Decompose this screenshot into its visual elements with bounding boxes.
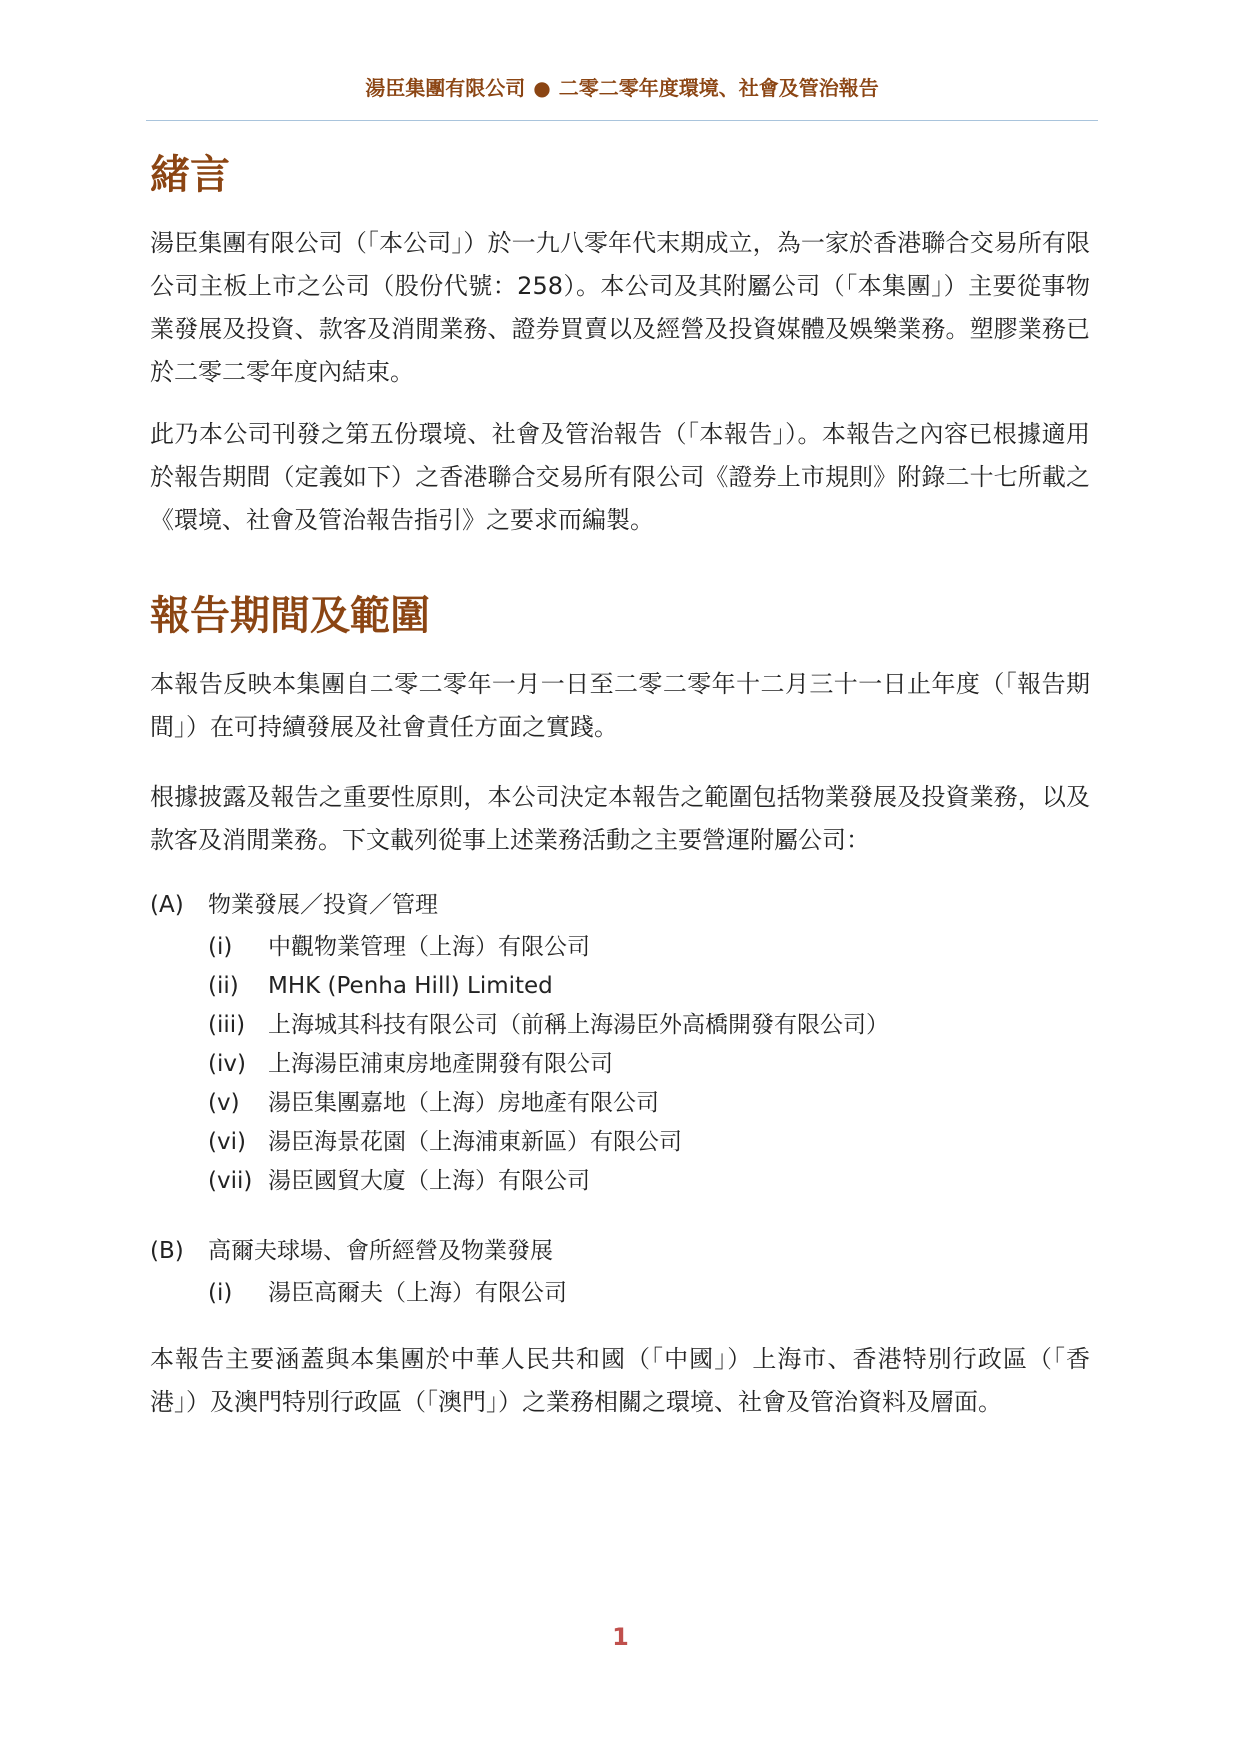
item-index: (iv) [208, 1051, 246, 1077]
list-item [208, 1166, 590, 1196]
item-index: (vii) [208, 1168, 253, 1194]
group-index: (A) [150, 892, 184, 918]
item-name: 湯臣國貿大廈（上海）有限公司 [268, 1168, 590, 1194]
header-bullet: ● [533, 76, 551, 100]
group-index: (B) [150, 1238, 184, 1264]
page-number: 1 [612, 1623, 629, 1651]
item-name: MHK (Penha Hill) Limited [268, 973, 553, 999]
item-index: (ii) [208, 973, 239, 999]
list-item [208, 1010, 889, 1040]
intro-paragraph-1: 湯臣集團有限公司（「本公司」）於一九八零年代末期成立，為一家於香港聯合交易所有限公司主板上市之公司（股份代號：258）。本公司及其附屬公司（「本集團」）主要從事物業發展及投資、款客及消閒業務、證券買賣以及經營及投資媒體及娛樂業務。塑膠業務已於二零二零年度內結束。 [150, 229, 1090, 386]
item-name: 上海湯臣浦東房地產開發有限公司 [268, 1051, 613, 1077]
list-item [208, 971, 553, 1001]
scope-paragraph-3: 本報告主要涵蓋與本集團於中華人民共和國（「中國」）上海市、香港特別行政區（「香港」）及澳門特別行政區（「澳門」）之業務相關之環境、社會及管治資料及層面。 [150, 1345, 1090, 1416]
item-name: 中觀物業管理（上海）有限公司 [268, 934, 590, 960]
item-name: 湯臣高爾夫（上海）有限公司 [268, 1280, 567, 1306]
header-divider [146, 120, 1098, 121]
group-a-label [150, 890, 438, 920]
list-item [208, 1127, 682, 1157]
group-name: 物業發展／投資／管理 [208, 892, 438, 918]
header-report-title: 二零二零年度環境、社會及管治報告 [558, 76, 879, 100]
scope-paragraph-2: 根據披露及報告之重要性原則，本公司決定本報告之範圍包括物業發展及投資業務，以及款客及消閒業務。下文載列從事上述業務活動之主要營運附屬公司： [150, 783, 1090, 854]
item-name: 湯臣海景花園（上海浦東新區）有限公司 [268, 1129, 682, 1155]
list-item [208, 932, 590, 962]
page-header [146, 72, 1098, 101]
group-name: 高爾夫球場、會所經營及物業發展 [208, 1238, 553, 1264]
intro-paragraph-2: 此乃本公司刊發之第五份環境、社會及管治報告（「本報告」）。本報告之內容已根據適用於報告期間（定義如下）之香港聯合交易所有限公司《證券上市規則》附錄二十七所載之《環境、社會及管治報告指引》之要求而編製。 [150, 420, 1090, 534]
item-index: (vi) [208, 1129, 246, 1155]
list-item [208, 1049, 613, 1079]
section-title-scope: 報告期間及範圍 [150, 592, 430, 639]
group-b-label [150, 1236, 553, 1266]
header-company: 湯臣集團有限公司 [365, 76, 526, 100]
item-index: (i) [208, 1280, 233, 1306]
list-item [208, 1278, 567, 1308]
item-index: (v) [208, 1090, 240, 1116]
list-item [208, 1088, 659, 1118]
item-name: 湯臣集團嘉地（上海）房地產有限公司 [268, 1090, 659, 1116]
scope-paragraph-1: 本報告反映本集團自二零二零年一月一日至二零二零年十二月三十一日止年度（「報告期間」）在可持續發展及社會責任方面之實踐。 [150, 670, 1090, 741]
item-name: 上海城其科技有限公司（前稱上海湯臣外高橋開發有限公司） [268, 1012, 889, 1038]
section-title-intro: 緒言 [150, 151, 230, 198]
item-index: (i) [208, 934, 233, 960]
item-index: (iii) [208, 1012, 246, 1038]
